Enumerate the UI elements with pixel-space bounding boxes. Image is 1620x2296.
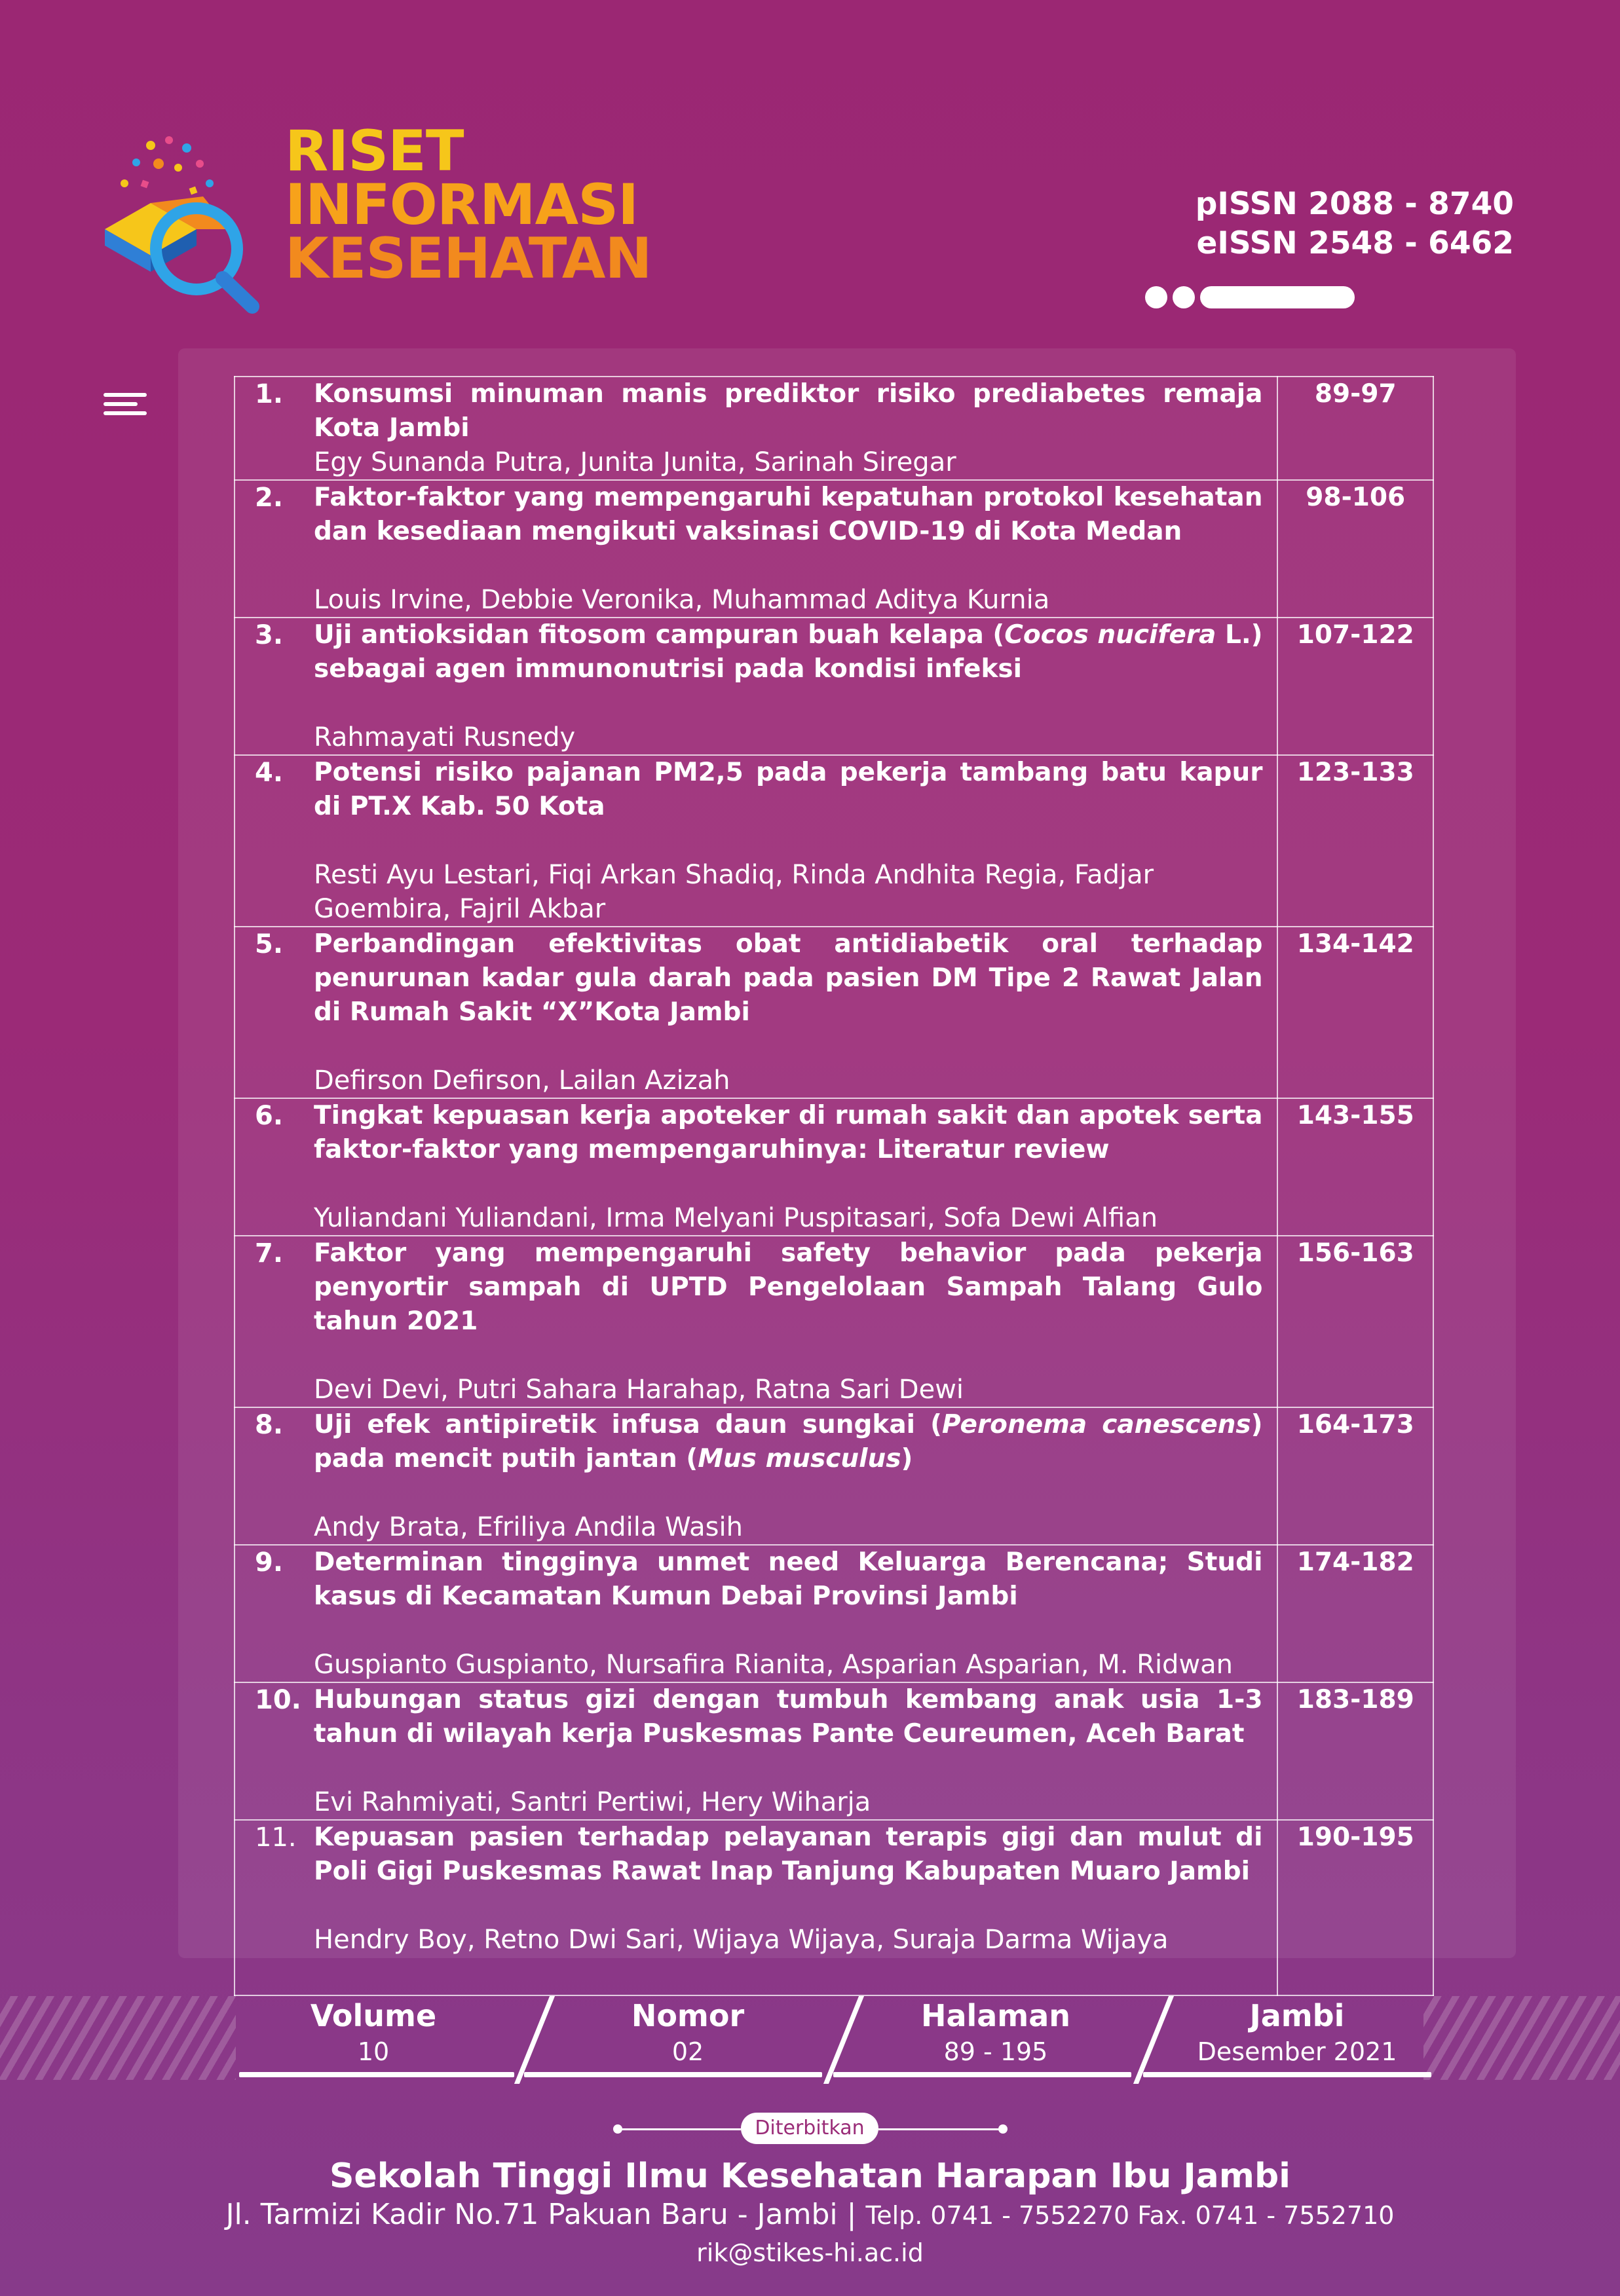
article-number: 10.: [255, 1685, 301, 1715]
issn-block: [1196, 185, 1514, 263]
table-row: [235, 1407, 1433, 1545]
decorative-stripes: [0, 1996, 236, 2080]
address-separator: |: [846, 2198, 857, 2231]
place-date-cell: [1166, 1996, 1428, 2080]
underline: [1143, 2072, 1431, 2077]
underline: [833, 2072, 1131, 2077]
date-value: Desember 2021: [1197, 2037, 1397, 2066]
article-title[interactable]: Faktor yang mempengaruhi safety behavior pada pekerja penyortir sampah di UPTD Pengelolaan Sampah Talang Gulo tahun 2021: [314, 1238, 1263, 1336]
article-pages: 143-155: [1277, 1098, 1433, 1236]
article-pages: 183-189: [1277, 1682, 1433, 1820]
article-authors: Defirson Defirson, Lailan Azizah: [314, 1065, 730, 1096]
article-authors: Guspianto Guspianto, Nursafira Rianita, Asparian Asparian, M. Ridwan: [314, 1650, 1234, 1680]
divider-slash: [514, 1996, 555, 2084]
issue-info-band: [0, 1996, 1620, 2080]
article-number: 5.: [255, 929, 284, 959]
article-pages: 174-182: [1277, 1545, 1433, 1682]
article-title[interactable]: Uji antioksidan fitosom campuran buah kelapa (Cocos nucifera L.) sebagai agen immunonutrisi pada kondisi infeksi: [314, 620, 1263, 684]
article-authors: Evi Rahmiyati, Santri Pertiwi, Hery Wiharja: [314, 1787, 871, 1817]
article-number: 8.: [255, 1410, 284, 1440]
dot-icon: [998, 2124, 1008, 2134]
table-row: [235, 1820, 1433, 1995]
article-number: 9.: [255, 1547, 284, 1578]
table-row: [235, 1098, 1433, 1236]
article-title[interactable]: Perbandingan efektivitas obat antidiabetik oral terhadap penurunan kadar gula darah pada pasien DM Tipe 2 Rawat Jalan di Rumah Sakit “X”Kota Jambi: [314, 929, 1263, 1027]
article-authors: Rahmayati Rusnedy: [314, 722, 576, 752]
article-number: 11.: [255, 1823, 297, 1853]
table-row: [235, 1682, 1433, 1820]
table-row: [235, 755, 1433, 927]
halaman-value: 89 - 195: [943, 2037, 1048, 2066]
dot-icon: [1173, 286, 1195, 308]
volume-value: 10: [357, 2037, 390, 2066]
publisher-email[interactable]: rik@stikes-hi.ac.id: [696, 2238, 924, 2267]
publisher-address: Jl. Tarmizi Kadir No.71 Pakuan Baru - Jambi: [225, 2198, 838, 2231]
article-title[interactable]: Konsumsi minuman manis prediktor risiko prediabetes remaja Kota Jambi: [314, 379, 1263, 443]
menu-lines-icon: [104, 393, 149, 422]
dot-icon: [1145, 286, 1167, 308]
article-pages: 134-142: [1277, 927, 1433, 1098]
publisher-phone: Telp. 0741 - 7552270 Fax. 0741 - 7552710: [865, 2201, 1395, 2230]
published-by-divider: [0, 2113, 1620, 2145]
journal-name-line-1: RISET: [285, 119, 464, 184]
volume-label: Volume: [310, 1998, 437, 2033]
electronic-issn: eISSN 2548 - 6462: [1196, 225, 1514, 261]
article-title[interactable]: Tingkat kepuasan kerja apoteker di rumah sakit dan apotek serta faktor-faktor yang mempengaruhinya: Literatur review: [314, 1101, 1263, 1164]
place-label: Jambi: [1249, 1998, 1345, 2033]
table-row: [235, 480, 1433, 618]
article-pages: 156-163: [1277, 1236, 1433, 1407]
article-title[interactable]: Kepuasan pasien terhadap pelayanan terapis gigi dan mulut di Poli Gigi Puskesmas Rawat Inap Tanjung Kabupaten Muaro Jambi: [314, 1823, 1263, 1886]
article-authors: Louis Irvine, Debbie Veronika, Muhammad Aditya Kurnia: [314, 585, 1050, 615]
article-title[interactable]: Determinan tingginya unmet need Keluarga Berencana; Studi kasus di Kecamatan Kumun Debai Provinsi Jambi: [314, 1547, 1263, 1611]
journal-name-line-2: INFORMASI: [285, 172, 639, 238]
journal-logo: [98, 119, 655, 321]
article-number: 1.: [255, 379, 284, 409]
article-pages: 123-133: [1277, 755, 1433, 927]
article-authors: Yuliandani Yuliandani, Irma Melyani Puspitasari, Sofa Dewi Alfian: [314, 1203, 1158, 1233]
pill-bar-icon: [1200, 286, 1355, 308]
table-of-contents: [234, 376, 1434, 1996]
article-authors: Resti Ayu Lestari, Fiqi Arkan Shadiq, Rinda Andhita Regia, Fadjar Goembira, Fajril Akbar: [314, 860, 1154, 924]
table-row: [235, 1545, 1433, 1682]
article-title[interactable]: Hubungan status gizi dengan tumbuh kembang anak usia 1-3 tahun di wilayah kerja Puskesmas Pante Ceureumen, Aceh Barat: [314, 1685, 1263, 1749]
nomor-cell: [550, 1996, 825, 2080]
nomor-value: 02: [671, 2037, 704, 2066]
print-issn: pISSN 2088 - 8740: [1195, 186, 1514, 222]
article-title[interactable]: Faktor-faktor yang mempengaruhi kepatuhan protokol kesehatan dan kesediaan mengikuti vaksinasi COVID-19 di Kota Medan: [314, 483, 1263, 546]
article-pages: 89-97: [1277, 377, 1433, 480]
publisher-address-line: [0, 2195, 1620, 2235]
volume-cell: [239, 1996, 508, 2080]
published-by-badge: Diterbitkan: [741, 2113, 878, 2144]
article-authors: Hendry Boy, Retno Dwi Sari, Wijaya Wijaya, Suraja Darma Wijaya: [314, 1925, 1169, 1955]
underline: [524, 2072, 822, 2077]
decorative-stripes: [1423, 1996, 1620, 2080]
divider-line: [878, 2128, 1000, 2130]
underline: [239, 2072, 514, 2077]
article-title[interactable]: Potensi risiko pajanan PM2,5 pada pekerja tambang batu kapur di PT.X Kab. 50 Kota: [314, 758, 1263, 821]
halaman-label: Halaman: [920, 1998, 1071, 2033]
table-row: [235, 377, 1433, 480]
table-row: [235, 1236, 1433, 1407]
divider-line: [619, 2128, 741, 2130]
article-pages: 107-122: [1277, 618, 1433, 755]
article-number: 4.: [255, 758, 284, 788]
table-row: [235, 618, 1433, 755]
article-number: 6.: [255, 1101, 284, 1131]
nomor-label: Nomor: [631, 1998, 745, 2033]
table-row: [235, 927, 1433, 1098]
journal-name: [285, 119, 652, 291]
article-pages: 98-106: [1277, 480, 1433, 618]
publisher-name: Sekolah Tinggi Ilmu Kesehatan Harapan Ibu Jambi: [329, 2157, 1291, 2196]
article-pages: 190-195: [1277, 1820, 1433, 1995]
article-number: 7.: [255, 1238, 284, 1268]
book-magnifier-logo-icon: [98, 131, 269, 314]
journal-name-line-3: KESEHATAN: [285, 226, 652, 291]
article-number: 2.: [255, 483, 284, 513]
halaman-cell: [858, 1996, 1133, 2080]
article-number: 3.: [255, 620, 284, 650]
article-authors: Egy Sunanda Putra, Junita Junita, Sarinah Siregar: [314, 447, 956, 477]
article-title[interactable]: Uji efek antipiretik infusa daun sungkai (Peronema canescens) pada mencit putih jantan (Mus musculus): [314, 1410, 1263, 1473]
article-authors: Devi Devi, Putri Sahara Harahap, Ratna Sari Dewi: [314, 1375, 964, 1405]
article-authors: Andy Brata, Efriliya Andila Wasih: [314, 1512, 743, 1542]
article-pages: 164-173: [1277, 1407, 1433, 1545]
